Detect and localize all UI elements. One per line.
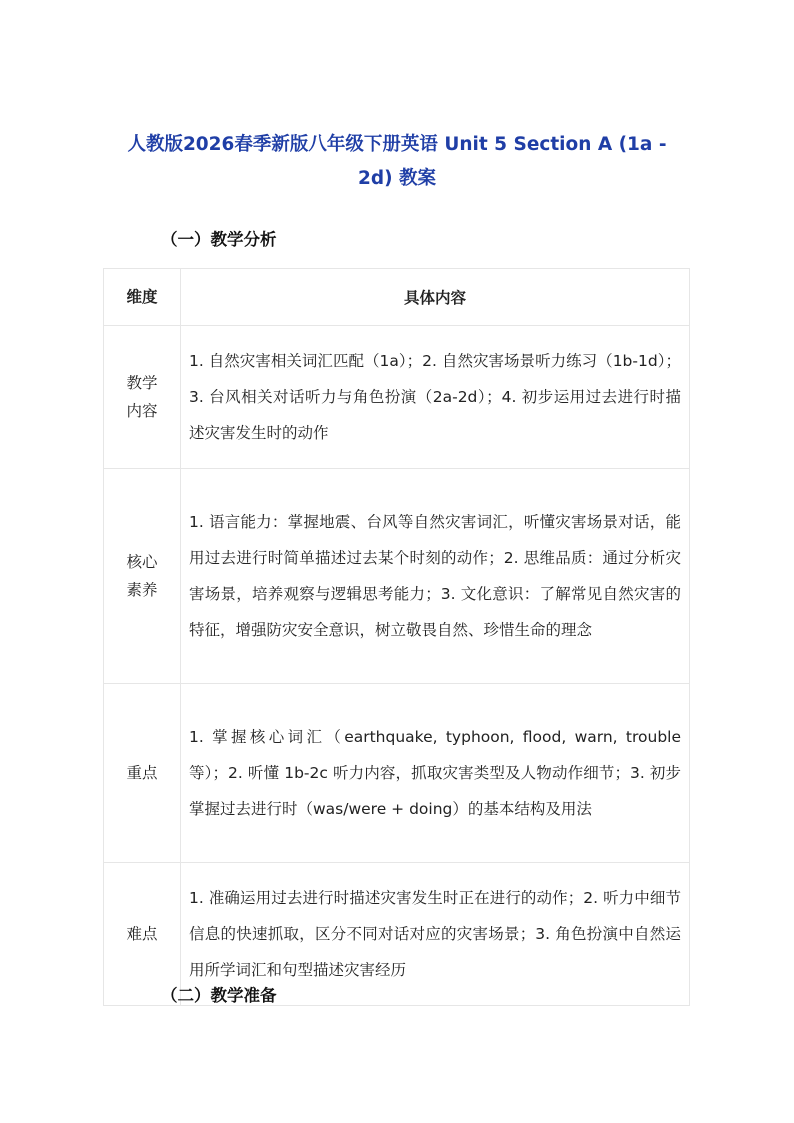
section-heading-preparation: （二）教学准备 <box>161 986 277 1005</box>
row-dimension-label: 重点 <box>126 764 158 782</box>
document-title <box>110 128 684 196</box>
row-dimension-label: 教学 <box>126 374 158 392</box>
row-dimension-label: 内容 <box>126 402 158 420</box>
row-content-cell: 1. 自然灾害相关词汇匹配（1a）；2. 自然灾害场景听力练习（1b-1d）；3. 台风相关对话听力与角色扮演（2a-2d）；4. 初步运用过去进行时描述灾害发生时的动作 <box>181 326 690 469</box>
header-dimension: 维度 <box>104 269 181 326</box>
teaching-analysis-table <box>103 268 690 1006</box>
table-row <box>104 326 690 469</box>
document-title-line-2: 2d) 教案 <box>357 168 436 189</box>
document-title-line-1: 人教版2026春季新版八年级下册英语 Unit 5 Section A (1a - <box>127 134 667 155</box>
row-content-cell: 1. 语言能力：掌握地震、台风等自然灾害词汇，听懂灾害场景对话，能用过去进行时简单描述过去某个时刻的动作；2. 思维品质：通过分析灾害场景，培养观察与逻辑思考能力；3. 文化意识：了解常见自然灾害的特征，增强防灾安全意识，树立敬畏自然、珍惜生命的理念 <box>181 469 690 684</box>
row-dimension-cell <box>104 469 181 684</box>
table-row <box>104 684 690 863</box>
row-content-cell: 1. 掌握核心词汇（earthquake, typhoon, flood, warn, trouble 等）；2. 听懂 1b-2c 听力内容，抓取灾害类型及人物动作细节；3. 初步掌握过去进行时（was/were + doing）的基本结构及用法 <box>181 684 690 863</box>
row-dimension-label: 素养 <box>126 581 158 599</box>
section-heading-analysis: （一）教学分析 <box>161 230 277 249</box>
row-dimension-label: 核心 <box>126 553 158 571</box>
row-dimension-cell <box>104 684 181 863</box>
row-dimension-cell <box>104 326 181 469</box>
header-content: 具体内容 <box>181 269 690 326</box>
row-content-cell: 1. 准确运用过去进行时描述灾害发生时正在进行的动作；2. 听力中细节信息的快速抓取，区分不同对话对应的灾害场景；3. 角色扮演中自然运用所学词汇和句型描述灾害经历 <box>181 863 690 1006</box>
table-header-row <box>104 269 690 326</box>
table-row <box>104 469 690 684</box>
row-dimension-label: 难点 <box>126 925 158 943</box>
